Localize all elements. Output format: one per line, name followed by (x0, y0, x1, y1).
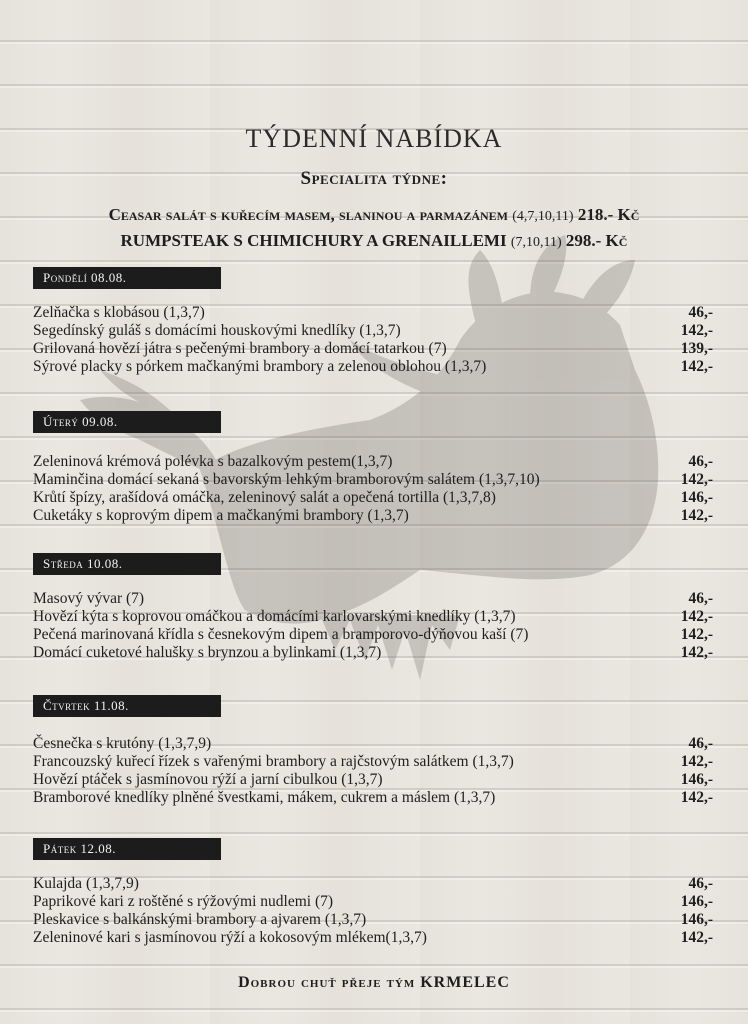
item-price: 142,- (680, 322, 713, 339)
item-price: 46,- (688, 735, 713, 752)
menu-item (33, 304, 713, 322)
item-name: Krůtí špízy, arašídová omáčka, zeleninový salát a opečená tortilla (1,3,7,8) (33, 489, 496, 506)
menu-subtitle: Specialita týdne: (300, 168, 448, 189)
special-price: 298.- Kč (565, 231, 628, 250)
menu-item (33, 644, 713, 662)
menu-item (33, 626, 713, 644)
menu-item (33, 453, 713, 471)
menu-item (33, 590, 713, 608)
item-name: Grilovaná hovězí játra s pečenými brambory a domácí tatarkou (7) (33, 340, 447, 357)
special-name: Ceasar salát s kuřecím masem, slaninou a parmazánem (108, 205, 509, 224)
menu-item (33, 735, 713, 753)
menu-item (33, 358, 713, 376)
item-name: Maminčina domácí sekaná s bavorským lehkým bramborovým salátem (1,3,7,10) (33, 471, 540, 488)
item-price: 142,- (680, 608, 713, 625)
day-label-monday: Pondělí 08.08. (33, 267, 221, 289)
item-price: 142,- (680, 507, 713, 524)
item-price: 46,- (688, 453, 713, 470)
item-name: Segedínský guláš s domácími houskovými knedlíky (1,3,7) (33, 322, 401, 339)
item-price: 146,- (680, 911, 713, 928)
day-label-wednesday: Středa 10.08. (33, 553, 221, 575)
day-items-thursday (33, 735, 713, 807)
item-price: 142,- (680, 929, 713, 946)
item-name: Sýrové placky s pórkem mačkanými brambory a zelenou oblohou (1,3,7) (33, 358, 487, 375)
special-item (0, 231, 748, 251)
item-name: Francouzský kuřecí řízek s vařenými brambory a rajčstovým salátkem (1,3,7) (33, 753, 514, 770)
item-price: 142,- (680, 358, 713, 375)
item-price: 142,- (680, 789, 713, 806)
item-price: 146,- (680, 489, 713, 506)
menu-item (33, 911, 713, 929)
item-price: 142,- (680, 753, 713, 770)
menu-item (33, 875, 713, 893)
day-label-tuesday: Úterý 09.08. (33, 411, 221, 433)
item-name: Zeleninové kari s jasmínovou rýží a kokosovým mlékem(1,3,7) (33, 929, 427, 946)
special-allergens: (7,10,11) (510, 235, 562, 250)
item-name: Masový vývar (7) (33, 590, 145, 607)
item-price: 142,- (680, 471, 713, 488)
menu-item (33, 929, 713, 947)
menu-footer: Dobrou chuť přeje tým KRMELEC (238, 974, 510, 991)
day-label-thursday: Čtvrtek 11.08. (33, 695, 221, 717)
menu-item (33, 489, 713, 507)
item-name: Pečená marinovaná křídla s česnekovým dipem a bramporovo-dýňovou kaší (7) (33, 626, 529, 643)
menu-item (33, 771, 713, 789)
item-price: 142,- (680, 644, 713, 661)
item-name: Kulajda (1,3,7,9) (33, 875, 139, 892)
item-price: 146,- (680, 893, 713, 910)
special-name: RUMPSTEAK S CHIMICHURY A GRENAILLEMI (120, 231, 507, 250)
menu-title: TÝDENNÍ NABÍDKA (245, 124, 503, 153)
item-name: Bramborové knedlíky plněné švestkami, mákem, cukrem a máslem (1,3,7) (33, 789, 496, 806)
day-items-wednesday (33, 590, 713, 662)
item-price: 139,- (680, 340, 713, 357)
menu-item (33, 507, 713, 525)
item-price: 46,- (688, 590, 713, 607)
day-items-friday (33, 875, 713, 947)
item-name: Pleskavice s balkánskými brambory a ajvarem (1,3,7) (33, 911, 367, 928)
day-items-tuesday (33, 453, 713, 525)
item-price: 146,- (680, 771, 713, 788)
menu-item (33, 471, 713, 489)
item-name: Česnečka s krutóny (1,3,7,9) (33, 735, 212, 752)
menu-item (33, 322, 713, 340)
day-label-friday: Pátek 12.08. (33, 838, 221, 860)
item-name: Hovězí ptáček s jasmínovou rýží a jarní cibulkou (1,3,7) (33, 771, 383, 788)
menu-item (33, 753, 713, 771)
menu-item (33, 893, 713, 911)
item-price: 46,- (688, 875, 713, 892)
item-name: Zelňačka s klobásou (1,3,7) (33, 304, 205, 321)
menu-item (33, 789, 713, 807)
day-items-monday (33, 304, 713, 376)
menu-item (33, 608, 713, 626)
special-price: 218.- Kč (577, 205, 640, 224)
item-name: Cuketáky s koprovým dipem a mačkanými brambory (1,3,7) (33, 507, 409, 524)
item-name: Paprikové kari z roštěné s rýžovými nudlemi (7) (33, 893, 334, 910)
special-allergens: (4,7,10,11) (512, 209, 574, 224)
item-price: 142,- (680, 626, 713, 643)
item-price: 46,- (688, 304, 713, 321)
special-item (0, 205, 748, 225)
item-name: Zeleninová krémová polévka s bazalkovým pestem(1,3,7) (33, 453, 393, 470)
menu-item (33, 340, 713, 358)
item-name: Hovězí kýta s koprovou omáčkou a domácími karlovarskými knedlíky (1,3,7) (33, 608, 516, 625)
item-name: Domácí cuketové halušky s brynzou a bylinkami (1,3,7) (33, 644, 382, 661)
